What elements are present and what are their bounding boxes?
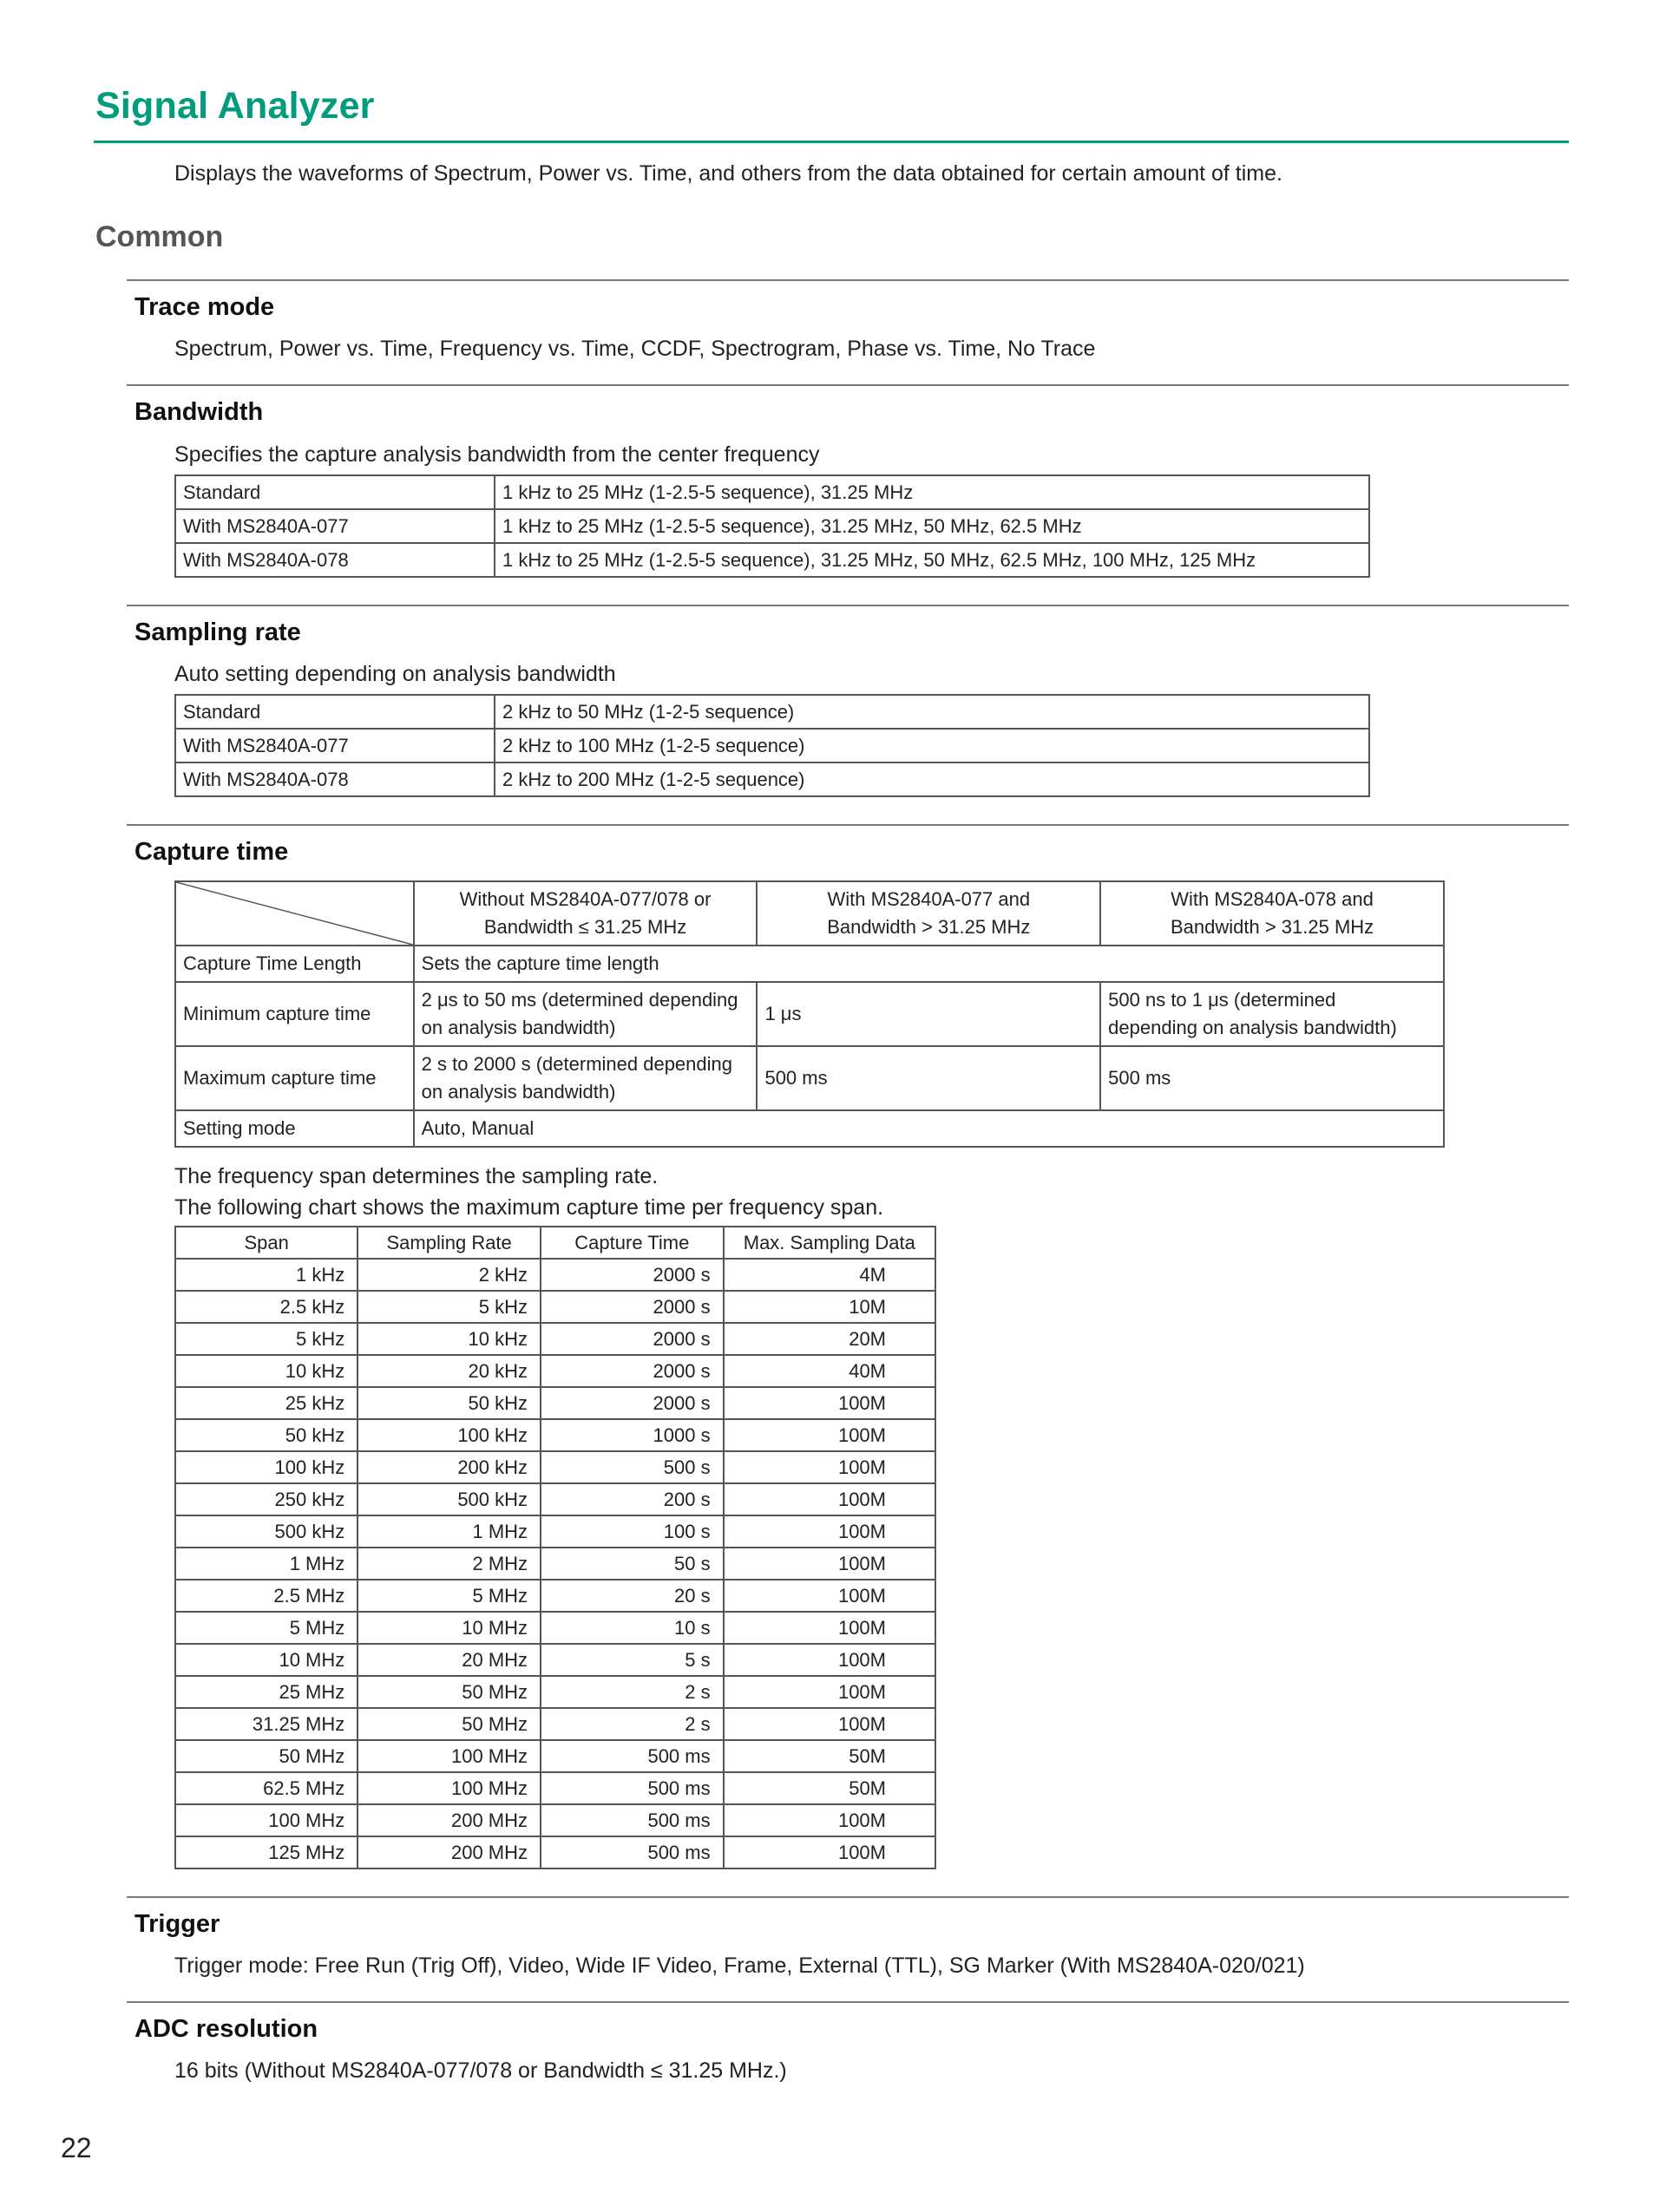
bandwidth-text: Specifies the capture analysis bandwidth from the center frequency [174,442,820,467]
table-cell: Capture Time Length [175,946,414,982]
table-row [175,475,1369,509]
table-cell: 100 s [541,1515,724,1548]
table-cell: Setting mode [175,1110,414,1147]
table-cell: 500 ms [541,1804,724,1836]
sampling-rate-table [174,694,1370,797]
table-cell: 100M [724,1580,935,1612]
table-cell: Sets the capture time length [414,946,1444,982]
table-cell: 100M [724,1836,935,1868]
table-cell: 250 kHz [175,1483,357,1515]
table-cell: 10 kHz [175,1355,357,1387]
table-cell: 5 kHz [175,1323,357,1355]
table-cell: 500 ms [541,1772,724,1804]
table-cell: 100M [724,1419,935,1451]
divider [127,384,1569,386]
table-cell: 100 MHz [357,1772,541,1804]
table-cell: 100 kHz [175,1451,357,1483]
divider [127,2001,1569,2003]
table-cell: 2000 s [541,1291,724,1323]
table-cell: 50 MHz [357,1676,541,1708]
table-cell: 1 kHz to 25 MHz (1-2.5-5 sequence), 31.25 MHz, 50 MHz, 62.5 MHz, 100 MHz, 125 MHz [495,543,1369,577]
divider [127,824,1569,826]
table-cell: 10 s [541,1612,724,1644]
table-cell: 10 MHz [175,1644,357,1676]
table-cell: 1 MHz [175,1548,357,1580]
table-row [175,1451,935,1483]
table-row [175,1708,935,1740]
capture-note-1: The frequency span determines the sampling rate. [174,1164,659,1188]
table-cell: 4M [724,1259,935,1291]
page-title: Signal Analyzer [95,85,375,127]
table-cell: 2000 s [541,1323,724,1355]
table-row [175,1740,935,1772]
table-row [175,946,1444,982]
table-row [175,1548,935,1580]
sampling-rate-title: Sampling rate [134,618,301,646]
table-cell: 100M [724,1644,935,1676]
table-cell: 31.25 MHz [175,1708,357,1740]
table-row [175,509,1369,543]
table-cell: With MS2840A-077 [175,729,495,762]
table-cell: 100M [724,1451,935,1483]
table-row [175,1046,1444,1110]
table-cell: 100M [724,1612,935,1644]
table-row [175,1612,935,1644]
table-cell: With MS2840A-078 [175,543,495,577]
table-cell: 5 MHz [175,1612,357,1644]
adc-title: ADC resolution [134,2015,318,2043]
intro-text: Displays the waveforms of Spectrum, Power vs. Time, and others from the data obtained for certain amount of time. [174,161,1282,186]
table-cell: 100 MHz [357,1740,541,1772]
table-cell: Minimum capture time [175,982,414,1046]
table-cell: 2000 s [541,1387,724,1419]
table-cell: 2 MHz [357,1548,541,1580]
capture-time-table [174,880,1445,1148]
table-cell: 50M [724,1740,935,1772]
table-row [175,695,1369,729]
table-cell: 10M [724,1291,935,1323]
trigger-text: Trigger mode: Free Run (Trig Off), Video, Wide IF Video, Frame, External (TTL), SG Marker (With MS2840A-020/021) [174,1953,1305,1978]
table-row [175,1804,935,1836]
section-title-common: Common [95,220,224,253]
table-row [175,1836,935,1868]
table-cell: 50 MHz [357,1708,541,1740]
table-header-cell: Max. Sampling Data [724,1227,935,1259]
table-cell: 25 MHz [175,1676,357,1708]
bandwidth-title: Bandwidth [134,398,264,426]
table-header-cell: Sampling Rate [357,1227,541,1259]
table-cell: 25 kHz [175,1387,357,1419]
table-cell: 100M [724,1387,935,1419]
table-row [175,1259,935,1291]
table-cell: With MS2840A-077 [175,509,495,543]
table-cell: 40M [724,1355,935,1387]
table-cell: 2 s [541,1676,724,1708]
table-row [175,1387,935,1419]
table-cell: 50M [724,1772,935,1804]
table-row [175,1291,935,1323]
table-cell: 20 MHz [357,1644,541,1676]
span-table [174,1226,936,1869]
table-cell: 100M [724,1483,935,1515]
table-cell: 1000 s [541,1419,724,1451]
table-cell: Standard [175,695,495,729]
table-row [175,543,1369,577]
table-cell: 2 s [541,1708,724,1740]
table-cell: 200 MHz [357,1836,541,1868]
table-cell: 50 kHz [175,1419,357,1451]
table-row [175,1419,935,1451]
table-header-cell: Span [175,1227,357,1259]
table-row [175,1676,935,1708]
table-cell: 62.5 MHz [175,1772,357,1804]
page-number: 22 [61,2132,92,2163]
table-row [175,1580,935,1612]
table-cell: 10 kHz [357,1323,541,1355]
table-header-cell: With MS2840A-078 and Bandwidth > 31.25 MHz [1100,881,1444,946]
trace-mode-text: Spectrum, Power vs. Time, Frequency vs. Time, CCDF, Spectrogram, Phase vs. Time, No Trace [174,337,1096,361]
table-cell: 100M [724,1708,935,1740]
table-row [175,1772,935,1804]
table-header-row [175,881,1444,946]
table-cell: 500 ns to 1 μs (determined depending on analysis bandwidth) [1100,982,1444,1046]
table-cell: 5 s [541,1644,724,1676]
capture-time-title: Capture time [134,838,289,866]
table-cell: 20 kHz [357,1355,541,1387]
adc-text: 16 bits (Without MS2840A-077/078 or Bandwidth ≤ 31.25 MHz.) [174,2058,787,2083]
table-cell: 200 kHz [357,1451,541,1483]
table-cell: 500 ms [541,1740,724,1772]
table-cell: 500 s [541,1451,724,1483]
table-cell: 500 ms [541,1836,724,1868]
sampling-rate-text: Auto setting depending on analysis bandwidth [174,662,616,686]
capture-note-2: The following chart shows the maximum capture time per frequency span. [174,1195,884,1220]
table-cell: 1 μs [757,982,1100,1046]
table-cell: 1 kHz [175,1259,357,1291]
table-cell: 2.5 MHz [175,1580,357,1612]
table-row [175,729,1369,762]
table-cell: 1 kHz to 25 MHz (1-2.5-5 sequence), 31.25 MHz, 50 MHz, 62.5 MHz [495,509,1369,543]
table-cell: 100M [724,1515,935,1548]
table-cell: 100 kHz [357,1419,541,1451]
span-table-body [175,1259,935,1868]
table-cell: 100 MHz [175,1804,357,1836]
table-cell: 50 s [541,1548,724,1580]
table-row [175,1355,935,1387]
table-row [175,1515,935,1548]
table-cell: 200 s [541,1483,724,1515]
table-cell: 100M [724,1676,935,1708]
divider [127,1896,1569,1898]
trigger-title: Trigger [134,1910,220,1938]
table-cell: 100M [724,1548,935,1580]
table-header-cell: Capture Time [541,1227,724,1259]
table-cell: 500 ms [757,1046,1100,1110]
table-row [175,762,1369,796]
diagonal-header-cell [175,881,414,946]
table-cell: 5 kHz [357,1291,541,1323]
table-cell: 5 MHz [357,1580,541,1612]
diagonal-line [176,882,413,945]
table-header-row [175,1227,935,1259]
table-cell: 20 s [541,1580,724,1612]
table-cell: 2.5 kHz [175,1291,357,1323]
table-cell: With MS2840A-078 [175,762,495,796]
table-cell: 2 kHz to 200 MHz (1-2-5 sequence) [495,762,1369,796]
table-row [175,1323,935,1355]
trace-mode-title: Trace mode [134,293,275,321]
table-cell: 20M [724,1323,935,1355]
table-row [175,982,1444,1046]
table-cell: Standard [175,475,495,509]
table-cell: 2 kHz [357,1259,541,1291]
table-cell: 125 MHz [175,1836,357,1868]
table-cell: 2000 s [541,1259,724,1291]
title-rule [94,141,1569,143]
table-cell: Auto, Manual [414,1110,1444,1147]
divider [127,605,1569,606]
table-cell: 1 MHz [357,1515,541,1548]
table-row [175,1110,1444,1147]
table-header-cell: Without MS2840A-077/078 or Bandwidth ≤ 31.25 MHz [414,881,758,946]
table-cell: 500 ms [1100,1046,1444,1110]
table-cell: 100M [724,1804,935,1836]
table-header-cell: With MS2840A-077 and Bandwidth > 31.25 MHz [757,881,1100,946]
table-cell: 2 kHz to 100 MHz (1-2-5 sequence) [495,729,1369,762]
table-cell: 1 kHz to 25 MHz (1-2.5-5 sequence), 31.25 MHz [495,475,1369,509]
table-cell: 2 μs to 50 ms (determined depending on analysis bandwidth) [414,982,758,1046]
divider [127,279,1569,281]
table-row [175,1644,935,1676]
table-cell: 2 kHz to 50 MHz (1-2-5 sequence) [495,695,1369,729]
table-cell: 500 kHz [357,1483,541,1515]
table-cell: 200 MHz [357,1804,541,1836]
table-cell: 2 s to 2000 s (determined depending on analysis bandwidth) [414,1046,758,1110]
table-row [175,1483,935,1515]
table-cell: Maximum capture time [175,1046,414,1110]
bandwidth-table [174,474,1370,578]
table-cell: 50 kHz [357,1387,541,1419]
table-cell: 50 MHz [175,1740,357,1772]
table-cell: 500 kHz [175,1515,357,1548]
table-cell: 10 MHz [357,1612,541,1644]
table-cell: 2000 s [541,1355,724,1387]
